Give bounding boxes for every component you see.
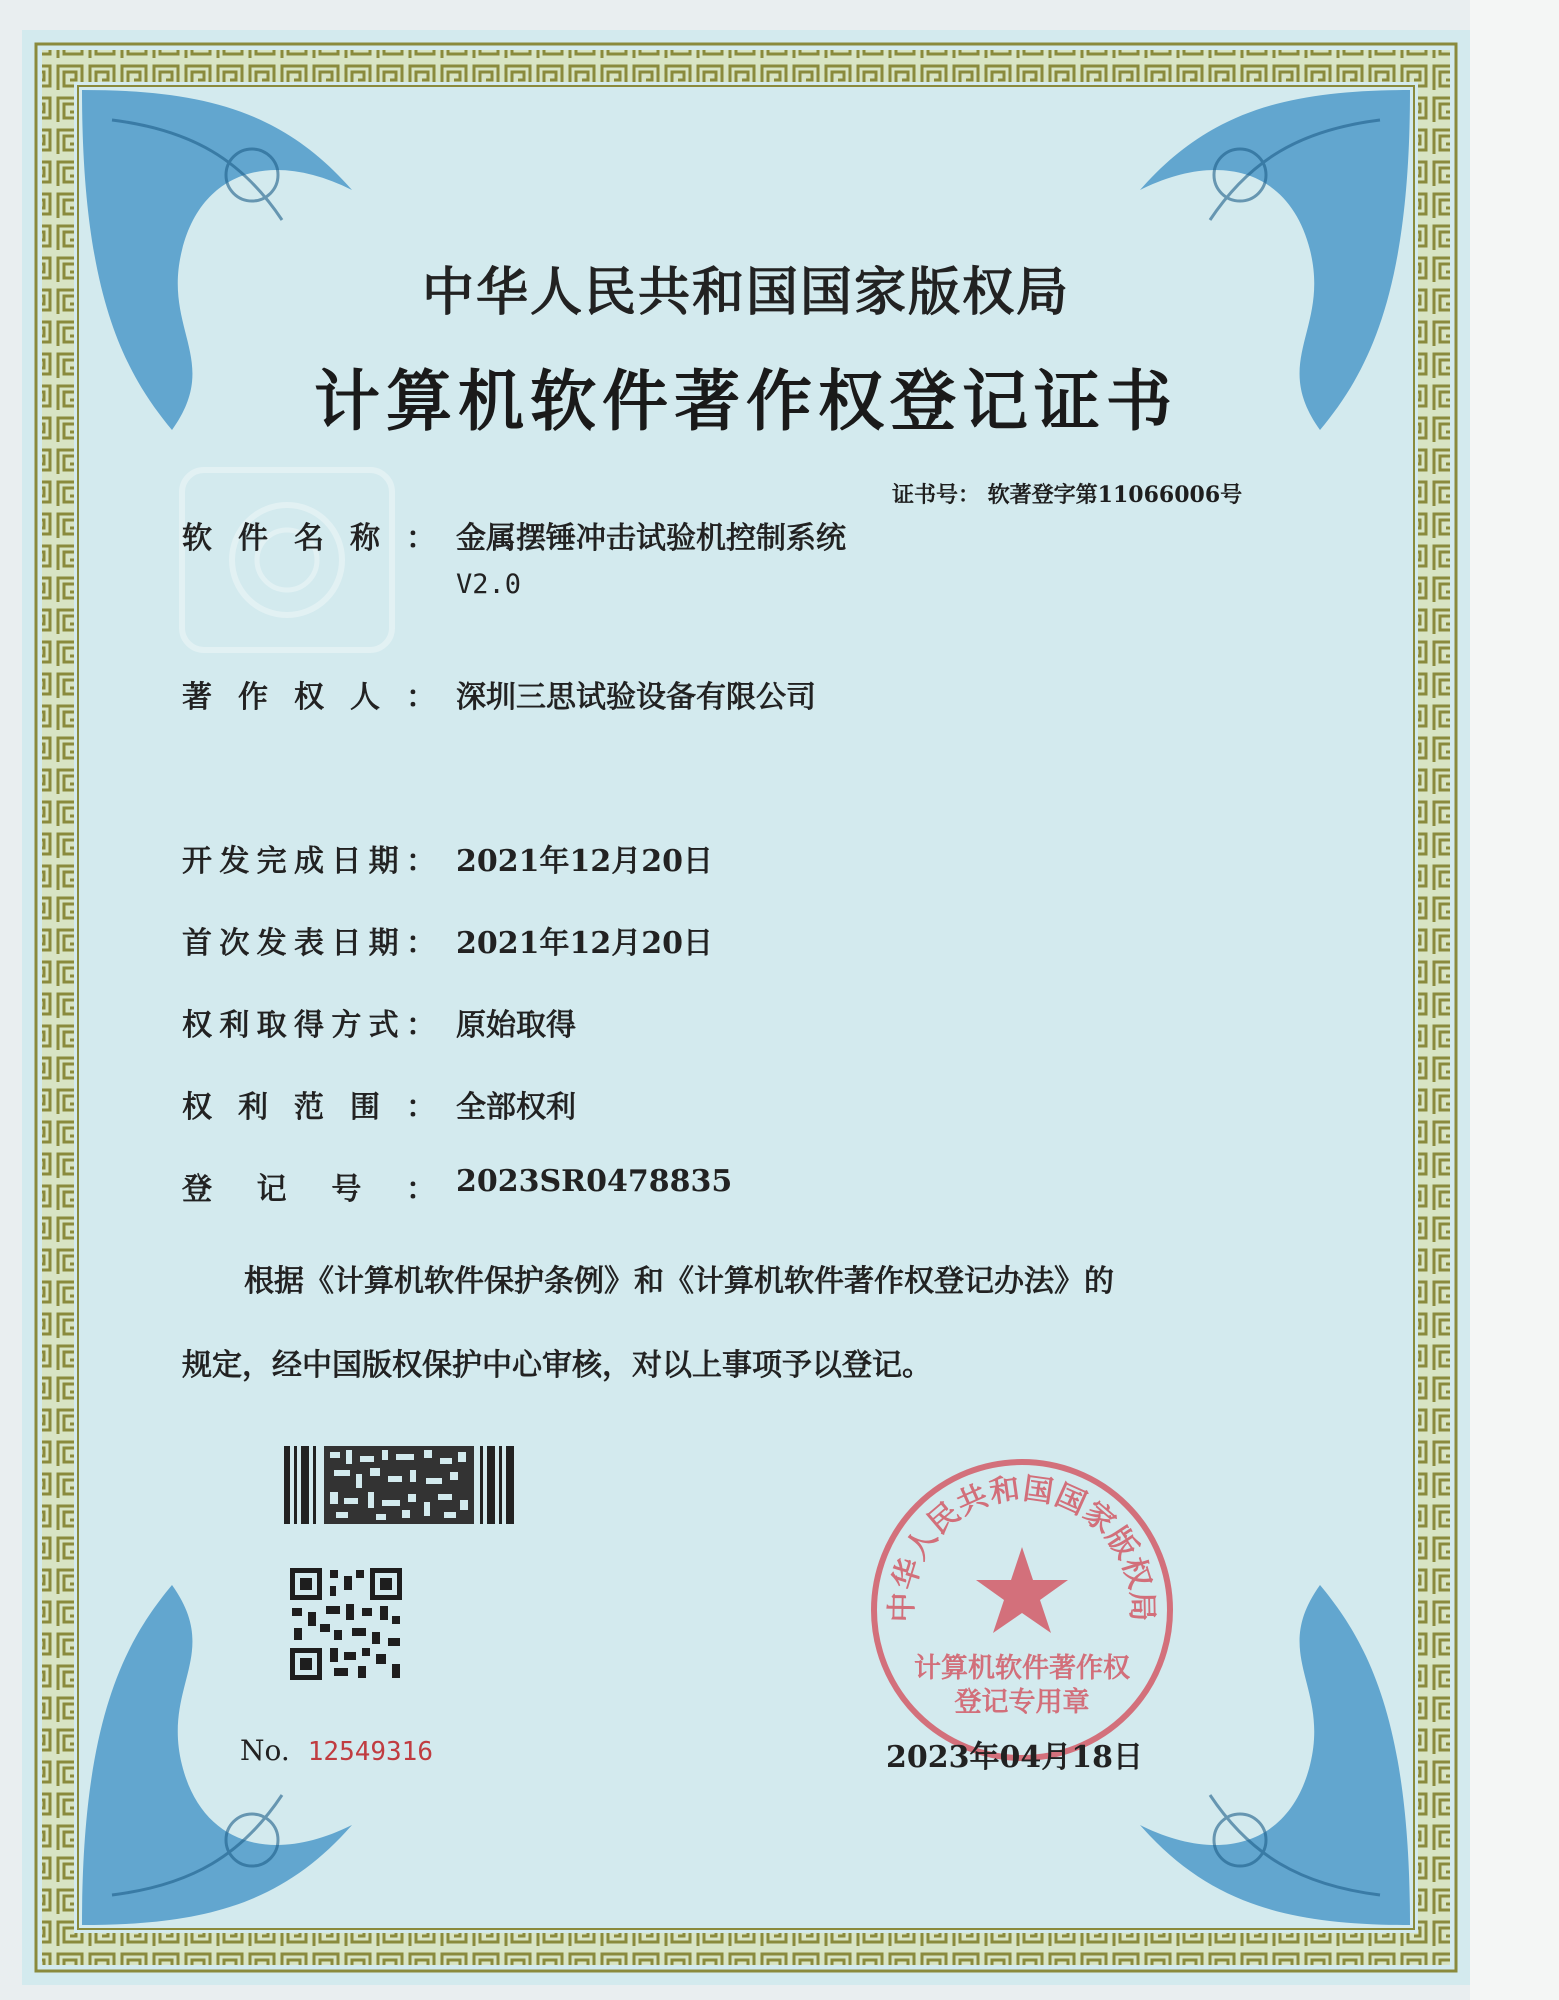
field-value: 2021年12月20日 bbox=[456, 926, 713, 961]
issue-date: 2023年04月18日 bbox=[886, 1740, 1143, 1775]
field-value-line2: V2.0 bbox=[456, 569, 522, 600]
svg-text:计算机软件著作权: 计算机软件著作权 bbox=[914, 1653, 1130, 1684]
serial-value: 12549316 bbox=[307, 1737, 433, 1767]
field-label: 首次发表日期： bbox=[182, 926, 436, 961]
field-value: 深圳三思试验设备有限公司 bbox=[456, 680, 816, 715]
statement-line1: 根据《计算机软件保护条例》和《计算机软件著作权登记办法》的 bbox=[244, 1264, 1114, 1299]
svg-text:登记专用章: 登记专用章 bbox=[954, 1687, 1090, 1718]
certificate-sheet bbox=[22, 30, 1470, 1985]
field-label: 权利取得方式： bbox=[182, 1008, 436, 1043]
serial-label: No. bbox=[240, 1734, 290, 1767]
registration-statement bbox=[182, 1240, 1282, 1408]
field-label: 著作权人： bbox=[182, 680, 436, 715]
serial-number bbox=[240, 1734, 433, 1767]
field-label: 权利范围： bbox=[182, 1090, 436, 1125]
field-acquisition-method bbox=[182, 1000, 576, 1044]
issuing-authority: 中华人民共和国国家版权局 bbox=[421, 263, 1070, 323]
field-label: 软件名称： bbox=[182, 521, 436, 556]
field-value: 原始取得 bbox=[456, 1008, 576, 1043]
svg-text:中华人民共和国国家版权局: 中华人民共和国国家版权局 bbox=[884, 1471, 1160, 1623]
field-value: 金属摆锤冲击试验机控制系统 bbox=[456, 521, 846, 556]
field-software-name bbox=[182, 513, 846, 613]
field-value: 全部权利 bbox=[456, 1090, 576, 1125]
page-edge bbox=[1470, 0, 1559, 2000]
field-value: 2023SR0478835 bbox=[456, 1164, 733, 1199]
certificate-number: 证书号： 软著登字第11066006号 bbox=[892, 482, 1243, 508]
field-completion-date bbox=[182, 836, 713, 880]
field-label: 开发完成日期： bbox=[182, 844, 436, 879]
field-copyright-owner bbox=[182, 672, 816, 716]
qr-code-icon bbox=[290, 1568, 402, 1680]
official-seal-stamp bbox=[867, 1455, 1177, 1765]
field-registration-number bbox=[182, 1164, 732, 1208]
field-rights-scope bbox=[182, 1082, 576, 1126]
field-label: 登记号： bbox=[182, 1172, 436, 1207]
field-value: 2021年12月20日 bbox=[456, 844, 713, 879]
statement-line2: 规定，经中国版权保护中心审核，对以上事项予以登记。 bbox=[182, 1348, 932, 1383]
certificate-title: 计算机软件著作权登记证书 bbox=[314, 363, 1178, 440]
barcode-icon bbox=[284, 1446, 514, 1524]
field-publication-date bbox=[182, 918, 713, 962]
